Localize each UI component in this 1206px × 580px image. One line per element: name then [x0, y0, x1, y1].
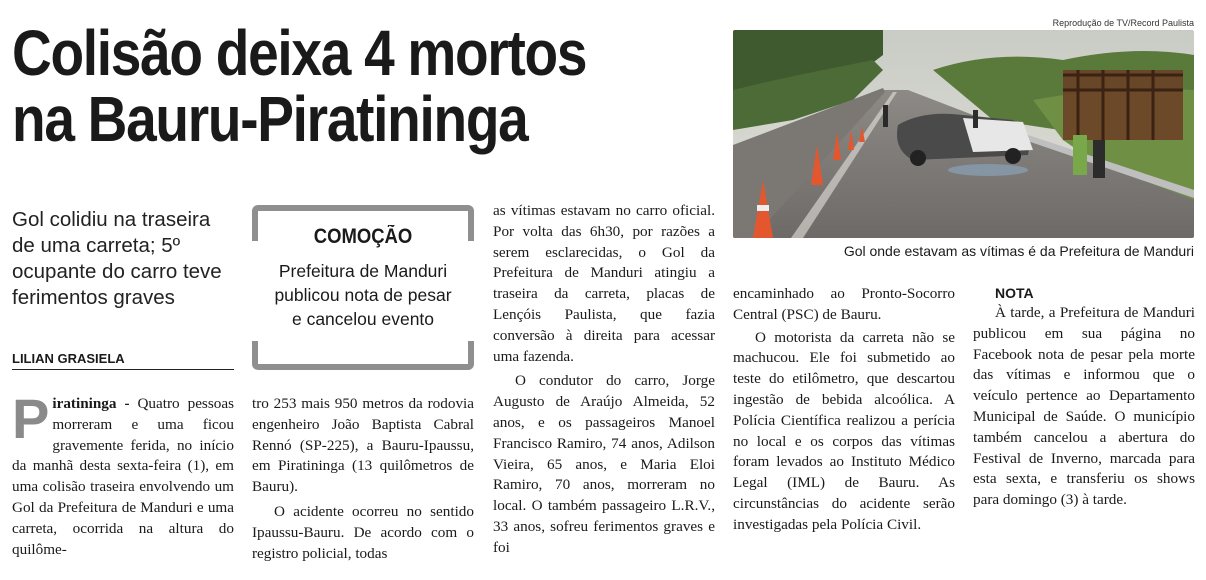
- article-paragraph: [12, 387, 234, 560]
- sidebar-box: [252, 205, 474, 370]
- photo-caption: Gol onde estavam as vítimas é da Prefeitura de Manduri: [843, 243, 1194, 259]
- dateline: iratininga -: [52, 395, 130, 412]
- article-paragraph: tro 253 mais 950 metros da rodovia engenheiro João Baptista Cabral Rennó (SP-225), a Bauru-Ipaussu, em Piratininga (13 quilômetros de Bauru).: [252, 395, 474, 496]
- sidebar-box-text: Prefeitura de Manduri publicou nota de pesar e cancelou evento: [274, 261, 452, 329]
- article-paragraph: encaminhado ao Pronto-Socorro Central (PSC) de Bauru.: [733, 285, 955, 323]
- accident-photo: [733, 30, 1194, 238]
- article-column-2: [252, 394, 474, 564]
- article-column-1: [12, 387, 234, 560]
- nota-heading: NOTA: [995, 285, 1034, 301]
- sidebar-box-title: COMOÇÃO: [313, 225, 413, 248]
- article-paragraph: O motorista da carreta não se machucou. Ele foi submetido ao teste do etilômetro, que descartou ingestão de bebida alcoólica. A Polícia Científica realizou a perícia no local e os corpos das vítimas foram levados ao Instituto Médico Legal (IML) de Bauru. As circunstâncias do acidente serão investigadas pela Polícia Civil.: [733, 328, 955, 533]
- headline-line-1: Colisão deixa 4 mortos: [12, 17, 587, 89]
- article-column-3: [493, 201, 715, 559]
- article-paragraph: O condutor do carro, Jorge Augusto de Araújo Almeida, 52 anos, e os passageiros Manoel Francisco Ramiro, 74 anos, Adilson Vieira, 65 anos, e Maria Eloi Ramiro, 70 anos, morreram no local. O também passageiro L.R.V., 33 anos, sofreu ferimentos graves e foi: [493, 372, 715, 556]
- headline: [12, 17, 627, 155]
- byline: LILIAN GRASIELA: [12, 351, 234, 370]
- article-paragraph: O acidente ocorreu no sentido Ipaussu-Bauru. De acordo com o registro policial, todas: [252, 502, 474, 562]
- subheadline: Gol colidiu na traseira de uma carreta; 5º ocupante do carro teve ferimentos graves: [12, 208, 222, 309]
- article-paragraph: À tarde, a Prefeitura de Manduri publicou em sua página no Facebook nota de pesar pela morte das vítimas e informou que o veículo pertence ao Departamento Municipal de Saúde. O município também cancelou a abertura do Festival de Inverno, marcada para esta sexta, e transferiu os shows para domingo (3) à tarde.: [973, 304, 1195, 509]
- article-column-5: [973, 284, 1195, 511]
- photo-credit: Reprodução de TV/Record Paulista: [1052, 18, 1194, 28]
- article-paragraph: as vítimas estavam no carro oficial. Por volta das 6h30, por razões a serem esclarecidas, o Gol da Prefeitura de Manduri atingiu a traseira da carreta, placas de Lençóis Paulista, que fazia conversão à direita para acessar uma fazenda.: [493, 202, 715, 365]
- article-column-4: [733, 284, 955, 536]
- article-text: Quatro pessoas morreram e uma ficou gravemente ferida, no início da manhã desta sexta-feira (1), em uma colisão traseira envolvendo um Gol da Prefeitura de Manduri e uma carreta, ocorrida na altura do quilôme-: [12, 395, 234, 558]
- highway-scene-image: [733, 30, 1194, 238]
- headline-line-2: na Bauru-Piratininga: [12, 83, 528, 155]
- drop-cap: P: [12, 387, 50, 450]
